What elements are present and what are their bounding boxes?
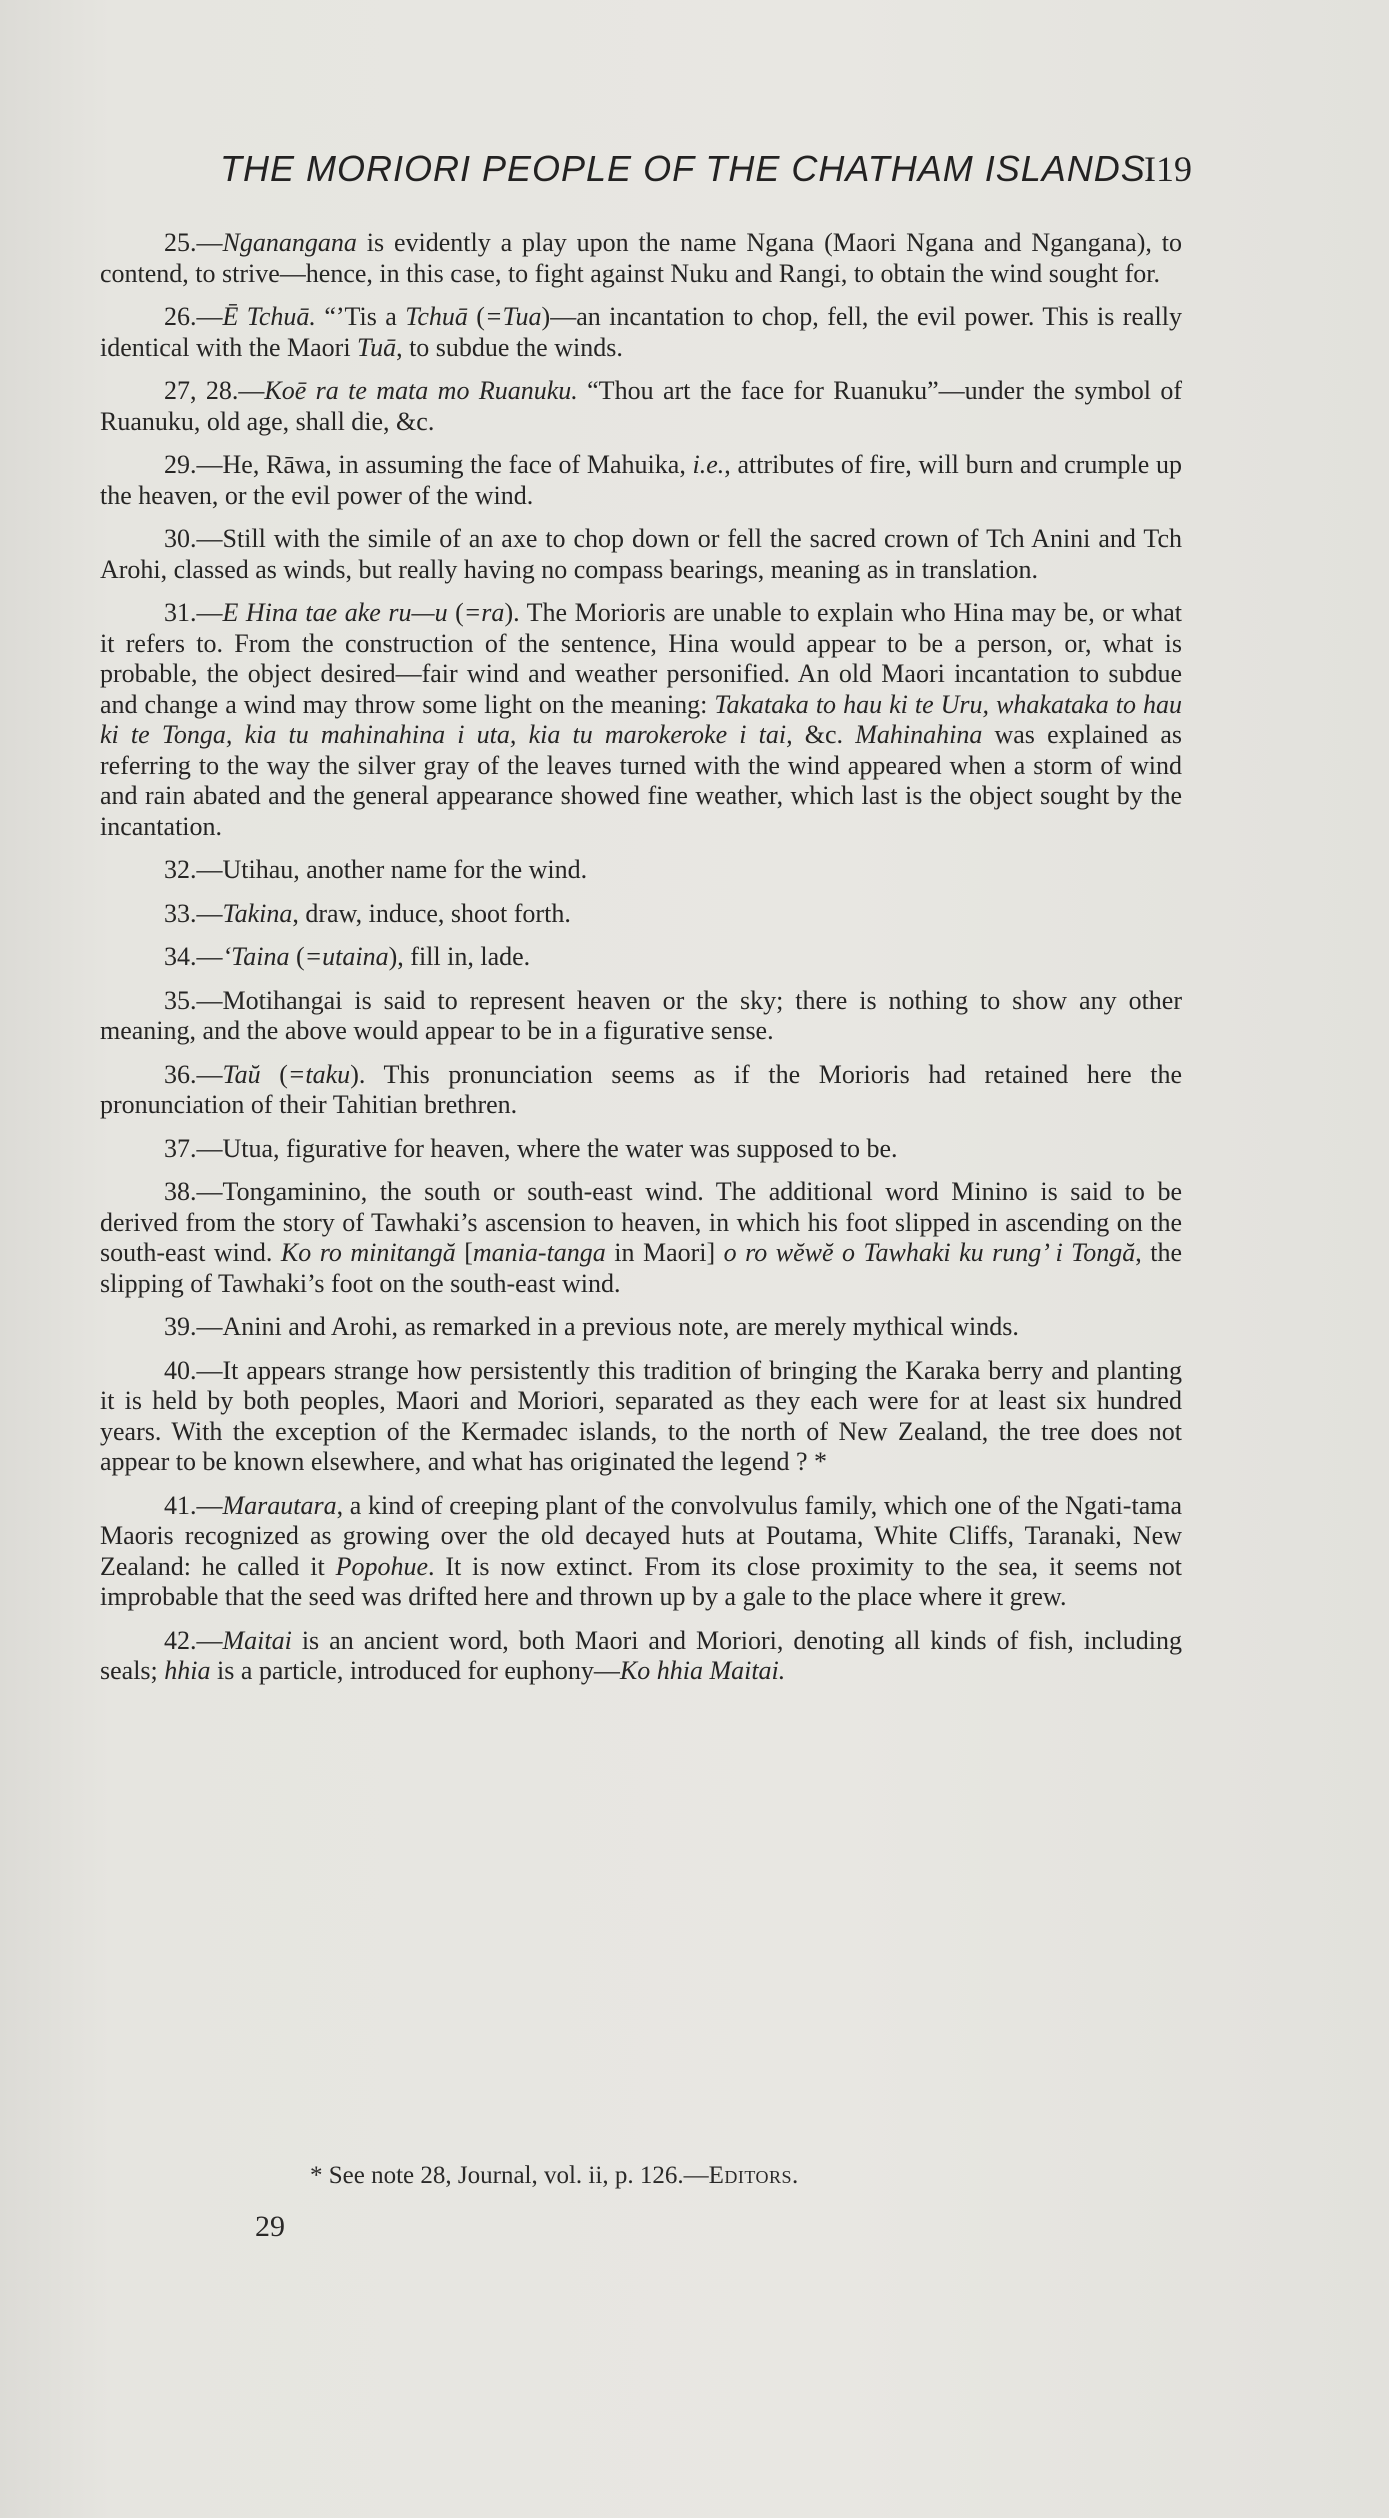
note-text: ), fill in, lade. xyxy=(388,942,531,971)
note-italic-text: Ko ro minitangă xyxy=(280,1238,456,1267)
note-text: 38.—Tongaminino, the south or south-east wind. The additional word Minino is said to be derived from the story of Tawhaki’s ascension to heaven, in which his foot slipped in ascending on the south-east wind. xyxy=(100,1177,1182,1267)
note-text: is an ancient word, both Maori and Moriori, denoting all kinds of fish, including seals; xyxy=(100,1625,1182,1685)
note-paragraph xyxy=(100,1177,1182,1299)
note-italic-text: hhia xyxy=(164,1656,211,1685)
note-paragraph xyxy=(100,1491,1182,1613)
note-italic-text: Nganangana xyxy=(222,228,357,257)
note-text: 40.—It appears strange how persistently this tradition of bringing the Karaka berry and planting it is held by both peoples, Maori and Moriori, separated as they each were for at least six hundred years. With the exception of the Kermadec islands, to the north of New Zealand, the tree does not appear to be known elsewhere, and what has originated the legend ? * xyxy=(100,1355,1182,1476)
note-text: “’Tis a xyxy=(315,302,406,331)
running-title: THE MORIORI PEOPLE OF THE CHATHAM ISLANDS. xyxy=(220,148,1157,189)
note-text: 30.—Still with the simile of an axe to chop down or fell the sacred crown of Tch Anini and Tch Arohi, classed as winds, but really having no compass bearings, meaning as in translation. xyxy=(100,524,1182,584)
note-italic-text: Ko hhia Maitai. xyxy=(619,1656,786,1685)
note-paragraph xyxy=(100,1356,1182,1478)
note-text: ( xyxy=(447,598,464,627)
note-text: 31.— xyxy=(164,598,223,627)
note-italic-text: Koē ra te mata mo Ruanuku. xyxy=(264,376,578,405)
note-text: 39.—Anini and Arohi, as remarked in a previous note, are merely mythical winds. xyxy=(164,1312,1019,1341)
note-text: 35.—Motihangai is said to represent heaven or the sky; there is nothing to show any other meaning, and the above would appear to be in a figurative sense. xyxy=(100,985,1182,1045)
note-paragraph xyxy=(100,376,1182,437)
note-text: in Maori] xyxy=(605,1238,724,1267)
note-text: , a kind of creeping plant of the convolvulus family, which one of the Ngati-tama Maoris recognized as growing over the old decayed huts at Poutama, White Cliffs, Taranaki, New Zealand: he called it xyxy=(100,1490,1182,1581)
note-paragraph xyxy=(100,228,1182,289)
note-text: 36.— xyxy=(164,1059,223,1089)
note-paragraph xyxy=(100,1134,1182,1165)
note-text: 27, 28.— xyxy=(164,376,265,405)
note-paragraph xyxy=(100,1060,1182,1121)
note-italic-text: E Hina tae ake ru—u xyxy=(222,598,448,627)
note-italic-text: =taku xyxy=(287,1059,351,1089)
note-text: 29.—He, Rāwa, in assuming the face of Mahuika, xyxy=(164,450,693,479)
note-paragraph xyxy=(100,899,1182,930)
note-paragraph xyxy=(100,1312,1182,1343)
note-text: )—an incantation to chop, fell, the evil power. This is really identical with the Maori xyxy=(100,302,1182,362)
note-italic-text: Mahinahina xyxy=(855,720,983,749)
note-text: &c. xyxy=(792,720,856,749)
note-paragraph xyxy=(100,855,1182,886)
footnote xyxy=(310,2162,1010,2190)
note-italic-text: Taŭ xyxy=(222,1059,261,1089)
note-italic-text: =utaina xyxy=(304,942,389,971)
note-text: 34.— xyxy=(164,942,223,971)
note-paragraph xyxy=(100,986,1182,1047)
page-number: I19 xyxy=(1144,149,1192,189)
note-text: [ xyxy=(455,1238,473,1267)
note-italic-text: Marautara xyxy=(222,1490,337,1520)
notes-list xyxy=(100,228,1182,1700)
note-text: 26.— xyxy=(164,302,223,331)
note-italic-text: o ro wĕwĕ o Tawhaki ku rung’ i Tongă xyxy=(723,1238,1136,1267)
running-header xyxy=(220,148,1192,198)
note-italic-text: ‘Taina xyxy=(222,942,290,971)
note-text: , to subdue the winds. xyxy=(396,332,623,362)
note-paragraph xyxy=(100,450,1182,511)
note-italic-text: Takina xyxy=(222,898,293,928)
note-italic-text: Maitai xyxy=(222,1625,292,1655)
note-italic-text: Tchuā xyxy=(405,302,468,331)
footnote-editors: Editors. xyxy=(708,2162,799,2189)
note-italic-text: Popohue xyxy=(335,1551,428,1581)
note-text: is evidently a play upon the name Ngana (Maori Ngana and Ngangana), to contend, to strive—hence, in this case, to fight against Nuku and Rangi, to obtain the wind sought for. xyxy=(100,228,1182,288)
note-text: 37.—Utua, figurative for heaven, where the water was supposed to be. xyxy=(164,1133,898,1163)
note-text: ). The Morioris are unable to explain who Hina may be, or what it refers to. From the construction of the sentence, Hina would appear to be a person, or, what is probable, the object desired—fair wind and weather personified. An old Maori incantation to subdue and change a wind may throw some light on the meaning: xyxy=(100,598,1182,719)
note-italic-text: i.e. xyxy=(692,450,725,479)
note-text: ). This pronunciation seems as if the Morioris had retained here the pronunciation of their Tahitian brethren. xyxy=(100,1059,1182,1119)
note-text: was explained as referring to the way the silver gray of the leaves turned with the wind appeared when a storm of wind and rain abated and the general appearance showed fine weather, which last is the object sought by the incantation. xyxy=(100,720,1182,841)
note-italic-text: mania-tanga xyxy=(472,1238,606,1267)
note-italic-text: =Tua xyxy=(484,302,542,331)
note-paragraph xyxy=(100,1626,1182,1687)
note-italic-text: Tuā xyxy=(357,332,397,362)
note-text: is a particle, introduced for euphony— xyxy=(210,1656,620,1685)
note-italic-text: =ra xyxy=(463,598,505,627)
footnote-text: * See note 28, Journal, vol. ii, p. 126.— xyxy=(310,2162,709,2189)
signature-mark: 29 xyxy=(255,2210,285,2243)
note-text: 32.—Utihau, another name for the wind. xyxy=(164,855,588,884)
note-paragraph xyxy=(100,524,1182,585)
note-text: , attributes of fire, will burn and crumple up the heaven, or the evil power of the wind. xyxy=(100,450,1182,510)
note-text: 42.— xyxy=(164,1625,223,1655)
note-text: , the slipping of Tawhaki’s foot on the south-east wind. xyxy=(100,1238,1183,1298)
note-text: . It is now extinct. From its close proximity to the sea, it seems not improbable that the seed was drifted here and thrown up by a gale to the place where it grew. xyxy=(100,1551,1182,1611)
note-text: 41.— xyxy=(164,1490,223,1520)
note-text: ( xyxy=(467,302,485,331)
note-paragraph xyxy=(100,942,1182,973)
note-paragraph xyxy=(100,302,1182,363)
note-text: ( xyxy=(289,942,305,971)
note-text: “Thou art the face for Ruanuku”—under the symbol of Ruanuku, old age, shall die, &c. xyxy=(100,376,1183,436)
note-text: 33.— xyxy=(164,898,223,928)
note-text: , draw, induce, shoot forth. xyxy=(292,898,571,928)
note-text: ( xyxy=(260,1059,288,1089)
note-paragraph xyxy=(100,598,1182,842)
note-italic-text: Takataka to hau ki te Uru, whakataka to hau ki te Tonga, kia tu mahinahina i uta, kia tu marokeroke i tai, xyxy=(100,689,1182,749)
note-text: 25.— xyxy=(164,228,223,257)
note-italic-text: Ē Tchuā. xyxy=(222,302,316,331)
